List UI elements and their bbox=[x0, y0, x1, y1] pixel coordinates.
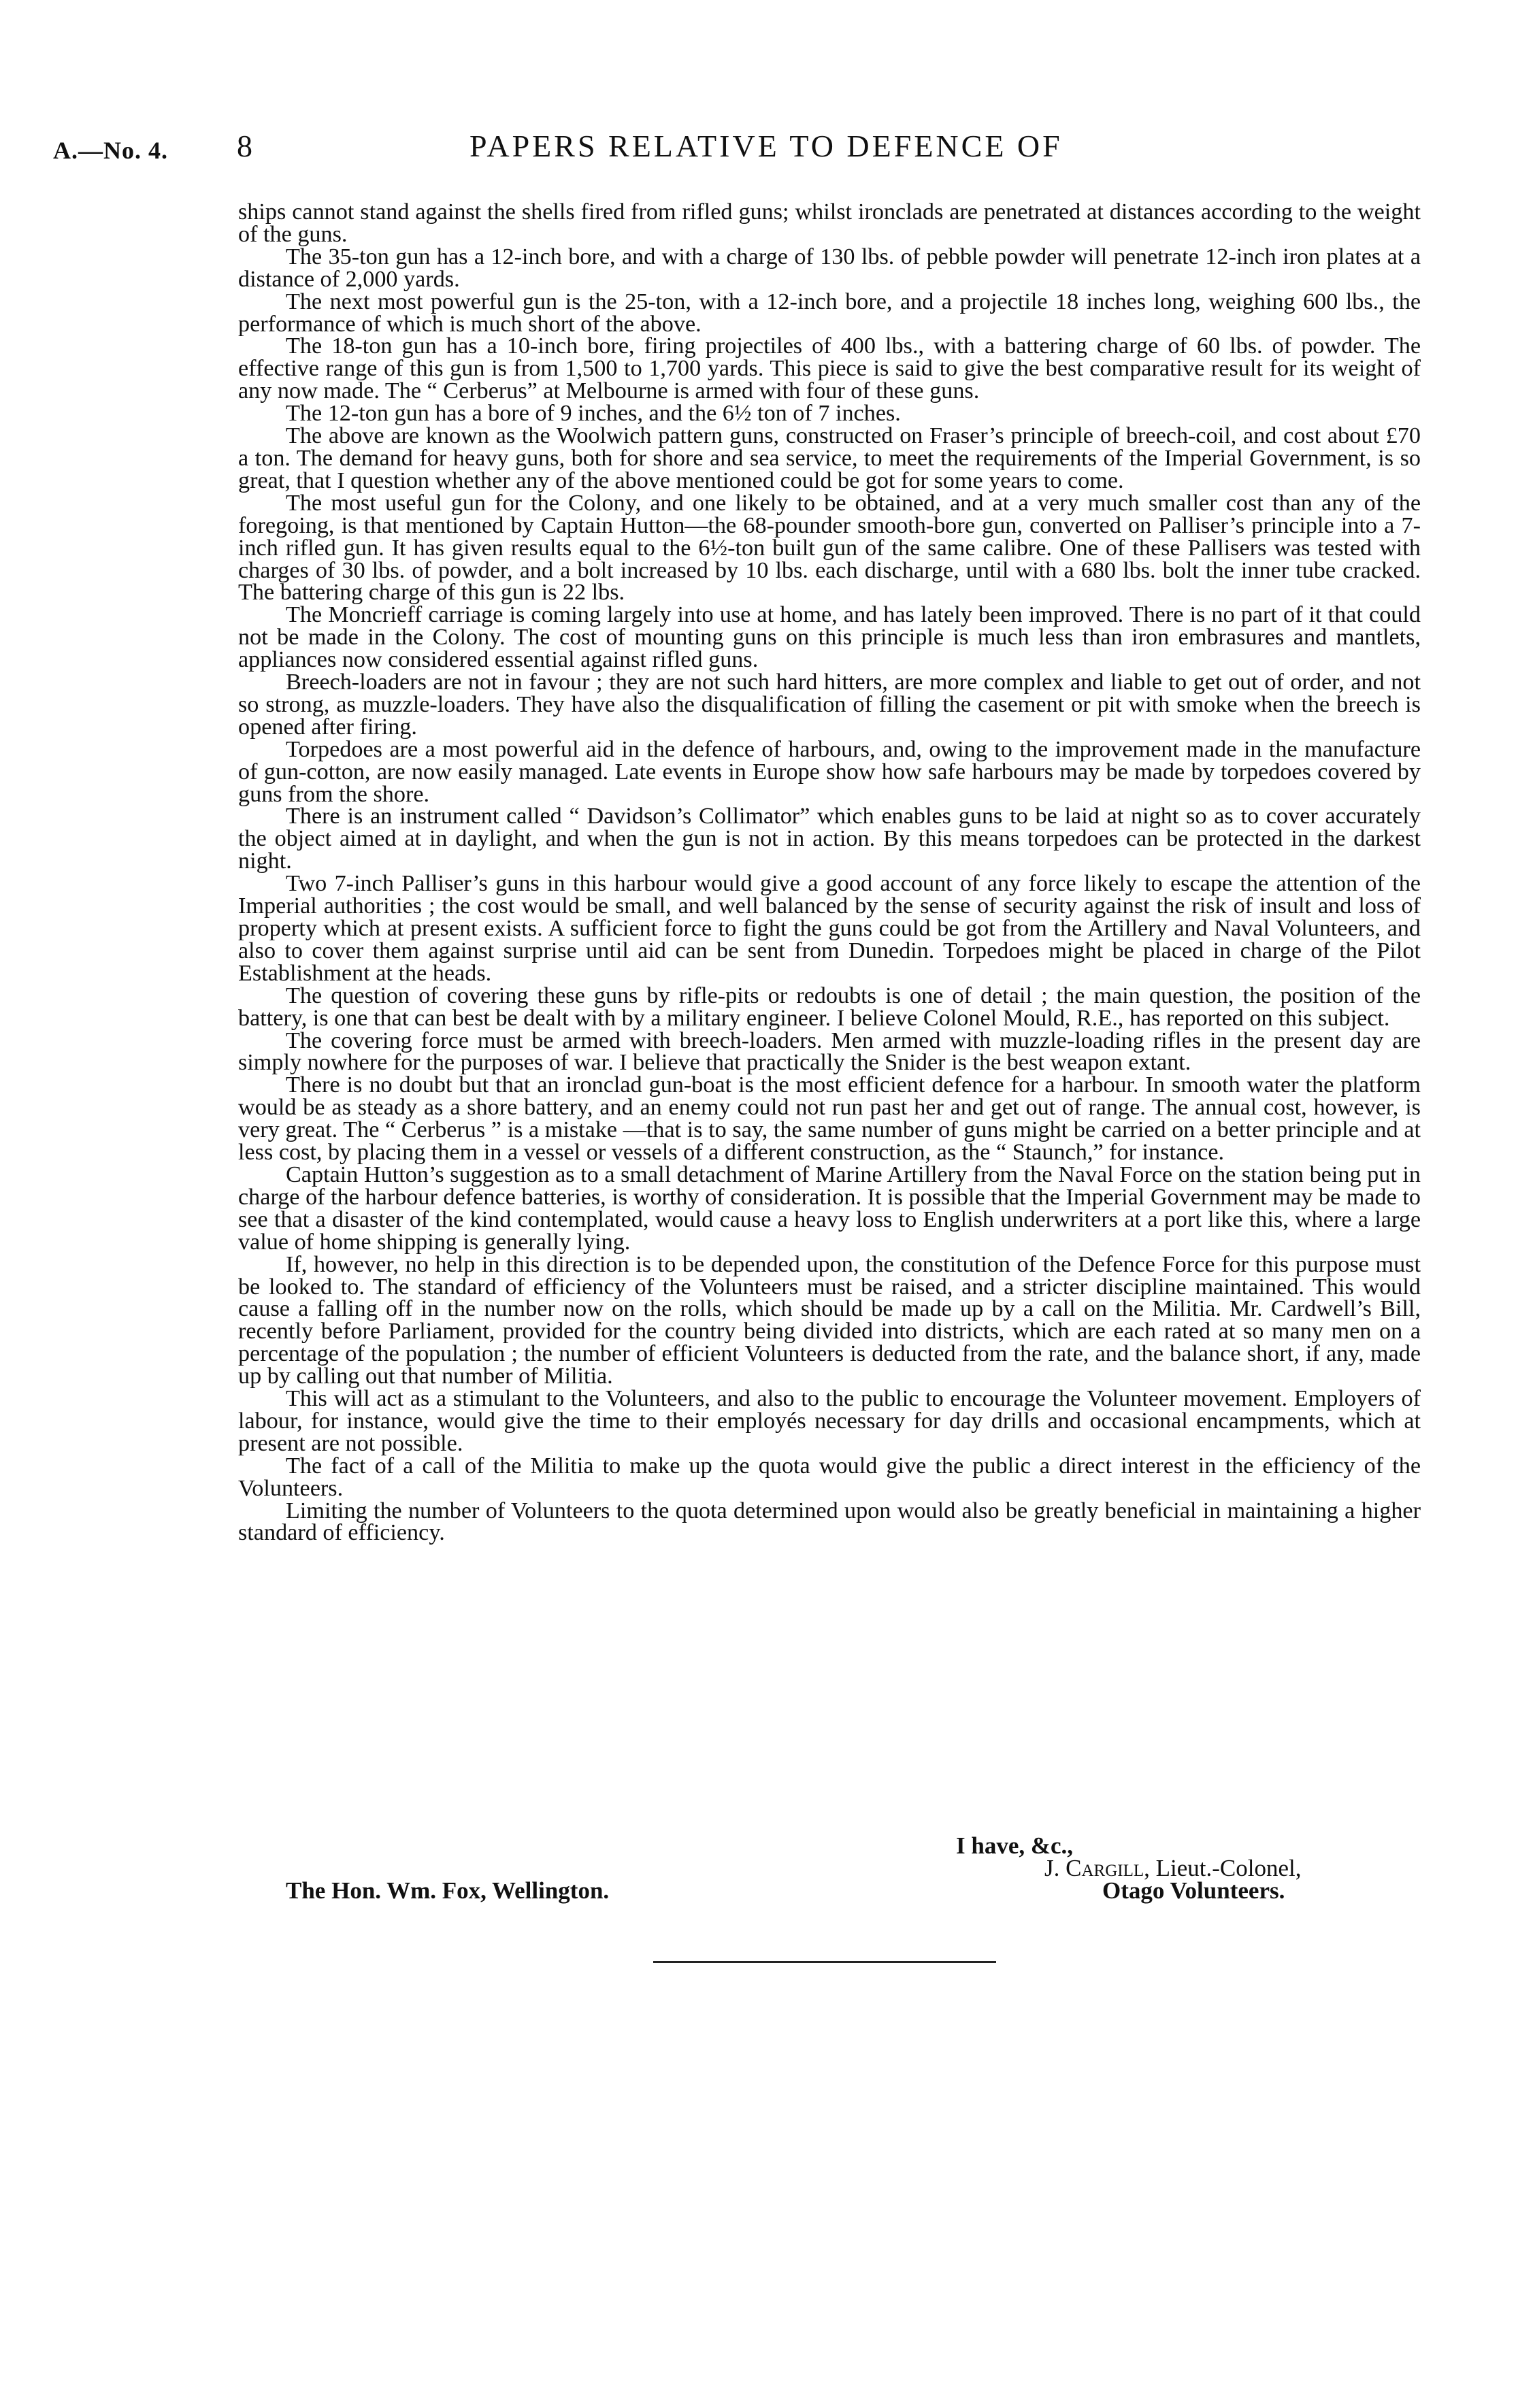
paragraph: There is an instrument called “ Davidson’s Collimator” which enables guns to be laid at night so as to cover accurately the object aimed at in daylight, and when the gun is not in action. By this means torpedoes can be protected in the darkest night. bbox=[238, 804, 1421, 874]
paragraph: The next most powerful gun is the 25-ton, with a 12-inch bore, and a projectile 18 inches long, weighing 600 lbs., the performance of which is much short of the above. bbox=[238, 288, 1421, 337]
page-header bbox=[0, 128, 1518, 176]
paragraph: The fact of a call of the Militia to make up the quota would give the public a direct interest in the efficiency of the Volunteers. bbox=[238, 1453, 1421, 1501]
paragraph: Captain Hutton’s suggestion as to a small detachment of Marine Artillery from the Naval Force on the station being put in charge of the harbour defence batteries, is worthy of consideration. It is possible that the Imperial Government may be made to see that a disaster of the kind contemplated, would cause a heavy loss to English underwriters at a port like this, where a large value of home shipping is generally lying. bbox=[238, 1161, 1421, 1255]
paragraph: The covering force must be armed with breech-loaders. Men armed with muzzle-loading rifles in the present day are simply nowhere for the purposes of war. I believe that practically the Snider is the best weapon extant. bbox=[238, 1027, 1421, 1076]
page-number: 8 bbox=[237, 129, 252, 163]
signatory-unit: Otago Volunteers. bbox=[1102, 1877, 1285, 1904]
signatory-initial: J. bbox=[1044, 1855, 1066, 1881]
paragraph: There is no doubt but that an ironclad gun-boat is the most efficient defence for a harbour. In smooth water the platform would be as steady as a shore battery, and an enemy could not run past her and get out of range. The annual cost, however, is very great. The “ Cerberus ” is a mistake —that is to say, the same number of guns might be carried on a better principle and at less cost, by placing them in a vessel or vessels of a different construction, as the “ Staunch,” for instance. bbox=[238, 1072, 1421, 1166]
signatory-rank: , Lieut.-Colonel, bbox=[1144, 1855, 1302, 1881]
paragraph: Breech-loaders are not in favour ; they are not such hard hitters, are more complex and liable to get out of order, and not so strong, as muzzle-loaders. They have also the disqualification of filling the casement or pit with smoke when the breech is opened after firing. bbox=[238, 670, 1421, 740]
closing-greeting: I have, &c., bbox=[956, 1832, 1074, 1859]
paragraph: If, however, no help in this direction is to be depended upon, the constitution of the Defence Force for this purpose must be looked to. The standard of efficiency of the Volunteers must be raised, and a stricter discipline maintained. This would cause a falling off in the number now on the rolls, which should be made up by a call on the Militia. Mr. Cardwell’s Bill, recently before Parliament, provided for the country being divided into districts, which are each rated at so many men on a percentage of the population ; the number of efficient Volunteers is deducted from the rate, and the balance short, if any, made up by calling out that number of Militia. bbox=[238, 1251, 1421, 1389]
addressee: The Hon. Wm. Fox, Wellington. bbox=[286, 1877, 610, 1904]
letter-body bbox=[238, 201, 1421, 1545]
paragraph: The 18-ton gun has a 10-inch bore, firing projectiles of 400 lbs., with a battering charge of 60 lbs. of powder. The effective range of this gun is from 1,500 to 1,700 yards. This piece is said to give the best comparative result for its weight of any now made. The “ Cerberus” at Melbourne is armed with four of these guns. bbox=[238, 333, 1421, 404]
paragraph: The Moncrieff carriage is coming largely into use at home, and has lately been improved. There is no part of it that could not be made in the Colony. The cost of mounting guns on this principle is much less than iron embrasures and mantlets, appliances now considered essential against rifled guns. bbox=[238, 602, 1421, 673]
paragraph: The above are known as the Woolwich pattern guns, constructed on Fraser’s principle of breech-coil, and cost about £70 a ton. The demand for heavy guns, both for shore and sea service, to meet the requirements of the Imperial Government, is so great, that I question whether any of the above mentioned could be got for some years to come. bbox=[238, 423, 1421, 493]
paragraph: The most useful gun for the Colony, and one likely to be obtained, and at a very much smaller cost than any of the foregoing, is that mentioned by Captain Hutton—the 68-pounder smooth-bore gun, converted on Palliser’s principle into a 7-inch rifled gun. It has given results equal to the 6½-ton built gun of the same calibre. One of these Pallisers was tested with charges of 30 lbs. of powder, and a bolt increased by 10 lbs. each discharge, until with a 680 lbs. bolt the inner tube cracked. The battering charge of this gun is 22 lbs. bbox=[238, 490, 1421, 606]
paragraph: The question of covering these guns by rifle-pits or redoubts is one of detail ; the main question, the position of the battery, is one that can best be dealt with by a military engineer. I believe Colonel Mould, R.E., has reported on this subject. bbox=[238, 983, 1421, 1031]
paragraph: Two 7-inch Palliser’s guns in this harbour would give a good account of any force likely to escape the attention of the Imperial authorities ; the cost would be small, and well balanced by the sense of security against the risk of insult and loss of property which at present exists. A sufficient force to fight the guns could be got from the Artillery and Naval Volunteers, and also to cover them against surprise until aid can be sent from Dunedin. Torpedoes might be placed in charge of the Pilot Establishment at the heads. bbox=[238, 871, 1421, 986]
paragraph: This will act as a stimulant to the Volunteers, and also to the public to encourage the Volunteer movement. Employers of labour, for instance, would give the time to their employés necessary for day drills and occasional encampments, which at present are not possible. bbox=[238, 1386, 1421, 1456]
paragraph: ships cannot stand against the shells fired from rifled guns; whilst ironclads are penetrated at distances according to the weight of the guns. bbox=[238, 199, 1421, 247]
paragraph: Torpedoes are a most powerful aid in the defence of harbours, and, owing to the improvement made in the manufacture of gun-cotton, are now easily managed. Late events in Europe show how safe harbours may be made by torpedoes covered by guns from the shore. bbox=[238, 736, 1421, 807]
signatory-surname: Cargill bbox=[1066, 1855, 1144, 1881]
paragraph: The 35-ton gun has a 12-inch bore, and with a charge of 130 lbs. of pebble powder will penetrate 12-inch iron plates at a distance of 2,000 yards. bbox=[238, 244, 1421, 292]
paragraph: The 12-ton gun has a bore of 9 inches, and the 6½ ton of 7 inches. bbox=[286, 401, 901, 427]
document-reference: A.—No. 4. bbox=[53, 137, 168, 164]
closing-rule bbox=[653, 1961, 996, 1963]
paragraph: Limiting the number of Volunteers to the quota determined upon would also be greatly beneficial in maintaining a higher standard of efficiency. bbox=[238, 1498, 1421, 1546]
running-title: PAPERS RELATIVE TO DEFENCE OF bbox=[469, 129, 1063, 163]
